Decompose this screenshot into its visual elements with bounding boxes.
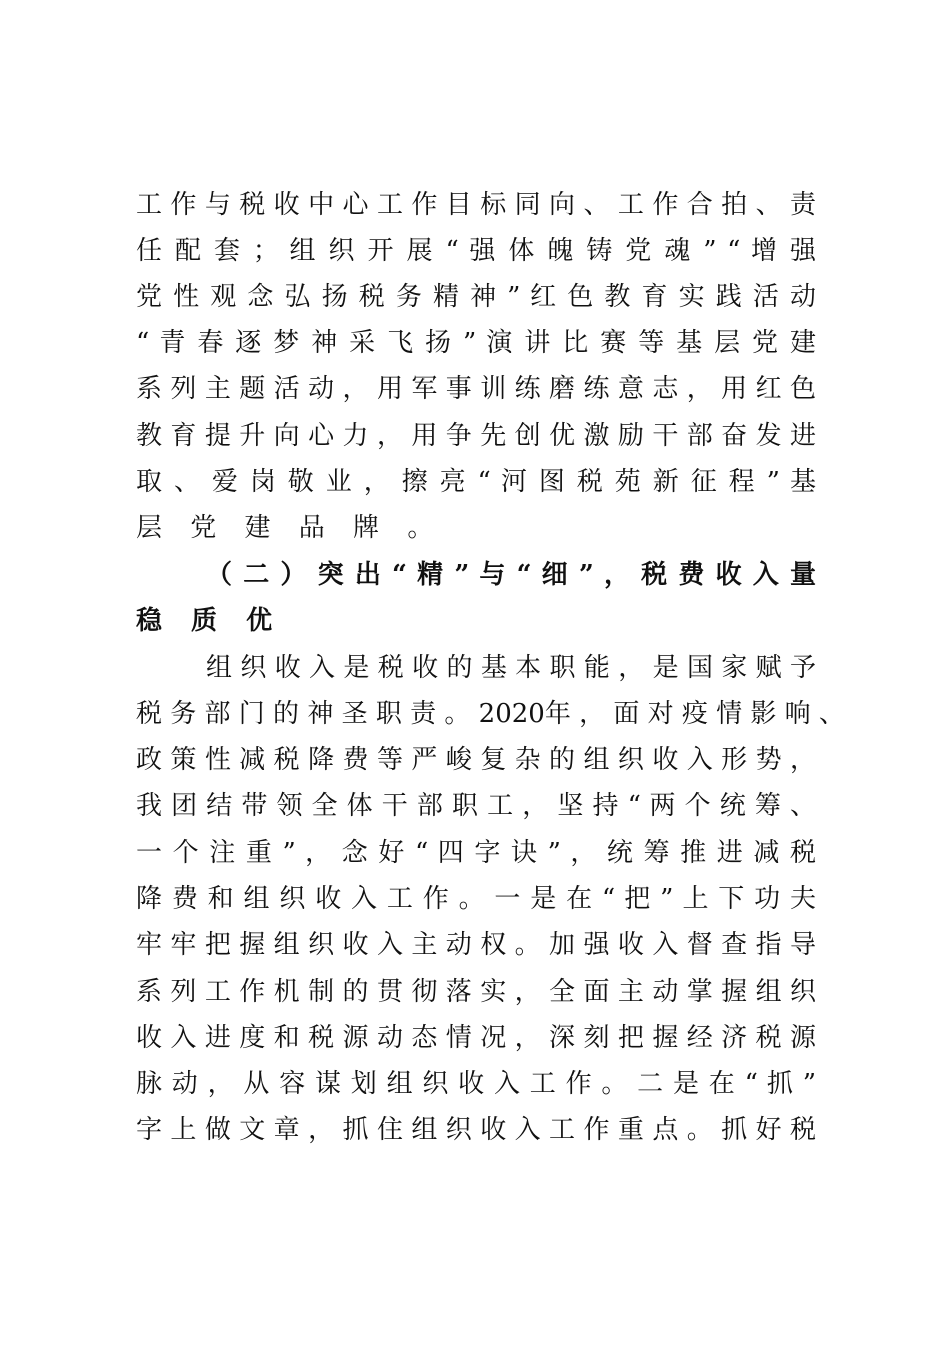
paragraph-line: 组 织 收 入 是 税 收 的 基 本 职 能 ， 是 国 家 赋 予 [206,653,816,683]
text-line: 任 配 套 ； 组 织 开 展 “ 强 体 魄 铸 党 魂 ” “ 增 强 [136,236,816,266]
text-line: 教 育 提 升 向 心 力 ， 用 争 先 创 优 激 励 干 部 奋 发 进 [136,421,816,451]
section-heading-cont: 稳 质 优 [136,606,283,636]
paragraph-line: 税 务 部 门 的 神 圣 职 责 。 2020年 ， 面 对 疫 情 影 响 、 [136,699,845,729]
paragraph-line: 牢 牢 把 握 组 织 收 入 主 动 权 。 加 强 收 入 督 查 指 导 [136,930,816,960]
paragraph-line: 系 列 工 作 机 制 的 贯 彻 落 实 ， 全 面 主 动 掌 握 组 织 [136,977,816,1007]
paragraph-line: 降 费 和 组 织 收 入 工 作 。 一 是 在 “ 把 ” 上 下 功 夫 [136,884,816,914]
text-line: 层 党 建 品 牌 。 [136,513,444,543]
paragraph-line: 政 策 性 减 税 降 费 等 严 峻 复 杂 的 组 织 收 入 形 势 ， [136,745,816,775]
text-line: 取 、 爱 岗 敬 业 ， 擦 亮 “ 河 图 税 苑 新 征 程 ” 基 [136,467,816,497]
text-line: “ 青 春 逐 梦 神 采 飞 扬 ” 演 讲 比 赛 等 基 层 党 建 [136,328,816,358]
paragraph-line: 收 入 进 度 和 税 源 动 态 情 况 ， 深 刻 把 握 经 济 税 源 [136,1023,816,1053]
paragraph-line: 我 团 结 带 领 全 体 干 部 职 工 ， 坚 持 “ 两 个 统 筹 、 [136,791,816,821]
text-line: 系 列 主 题 活 动 ， 用 军 事 训 练 磨 练 意 志 ， 用 红 色 [136,374,816,404]
paragraph-line: 一 个 注 重 ” ， 念 好 “ 四 字 诀 ” ， 统 筹 推 进 减 税 [136,838,816,868]
text-line: 党 性 观 念 弘 扬 税 务 精 神 ” 红 色 教 育 实 践 活 动 [136,282,816,312]
paragraph-line: 脉 动 ， 从 容 谋 划 组 织 收 入 工 作 。 二 是 在 “ 抓 ” [136,1069,816,1099]
section-heading: （ 二 ） 突 出 “ 精 ” 与 “ 细 ” ， 税 费 收 入 量 [206,560,816,590]
text-line: 工 作 与 税 收 中 心 工 作 目 标 同 向 、 工 作 合 拍 、 责 [136,190,816,220]
paragraph-line: 字 上 做 文 章 ， 抓 住 组 织 收 入 工 作 重 点 。 抓 好 税 [136,1115,816,1145]
